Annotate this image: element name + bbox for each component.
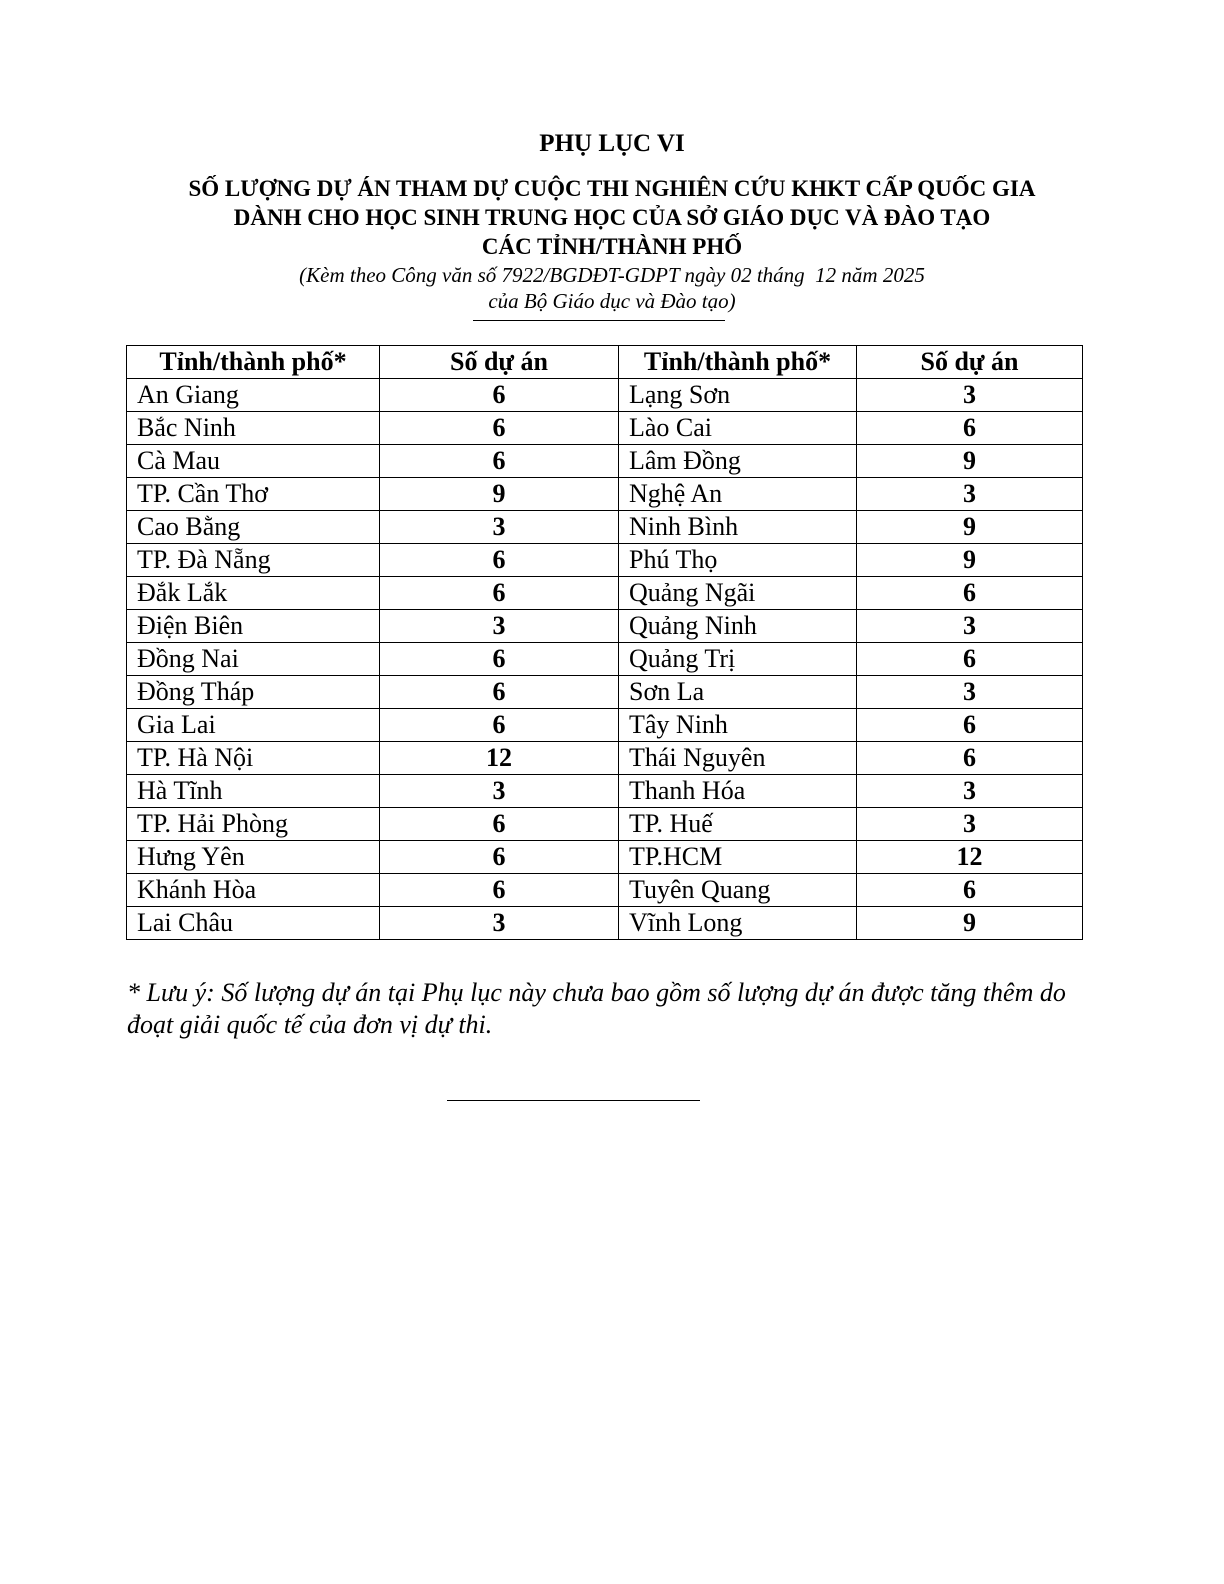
table-row: [127, 643, 1083, 676]
project-count-cell: 9: [380, 478, 619, 511]
project-count-cell: 6: [857, 643, 1083, 676]
table-row: [127, 676, 1083, 709]
table-row: [127, 445, 1083, 478]
project-count-cell: 6: [380, 544, 619, 577]
project-count-cell: 6: [857, 709, 1083, 742]
province-name-cell: Tuyên Quang: [619, 874, 857, 907]
column-header-count: Số dự án: [380, 346, 619, 379]
table-body: [127, 379, 1083, 940]
table-row: [127, 709, 1083, 742]
project-count-table: [126, 345, 1083, 940]
project-count-cell: 3: [857, 478, 1083, 511]
province-name-cell: Quảng Ninh: [619, 610, 857, 643]
project-count-cell: 6: [857, 874, 1083, 907]
project-count-cell: 6: [380, 577, 619, 610]
project-count-cell: 6: [380, 874, 619, 907]
province-name-cell: An Giang: [127, 379, 380, 412]
province-name-cell: Nghệ An: [619, 478, 857, 511]
project-count-cell: 6: [380, 379, 619, 412]
table-row: [127, 775, 1083, 808]
table-row: [127, 412, 1083, 445]
footnote: * Lưu ý: Số lượng dự án tại Phụ lục này chưa bao gồm số lượng dự án được tăng thêm do đoạt giải quốc tế của đơn vị dự thi.: [127, 978, 1066, 1039]
project-count-cell: 3: [380, 775, 619, 808]
province-name-cell: Điện Biên: [127, 610, 380, 643]
province-name-cell: Bắc Ninh: [127, 412, 380, 445]
project-count-cell: 3: [380, 610, 619, 643]
project-count-cell: 6: [380, 643, 619, 676]
table-row: [127, 907, 1083, 940]
province-name-cell: TP.HCM: [619, 841, 857, 874]
province-name-cell: TP. Cần Thơ: [127, 478, 380, 511]
project-count-cell: 12: [380, 742, 619, 775]
province-name-cell: Phú Thọ: [619, 544, 857, 577]
province-name-cell: Lạng Sơn: [619, 379, 857, 412]
project-count-cell: 12: [857, 841, 1083, 874]
reference-line: của Bộ Giáo dục và Đào tạo): [488, 289, 736, 313]
project-count-cell: 6: [857, 412, 1083, 445]
province-name-cell: TP. Hà Nội: [127, 742, 380, 775]
table-row: [127, 610, 1083, 643]
table-row: [127, 577, 1083, 610]
title-line: CÁC TỈNH/THÀNH PHỐ: [481, 234, 743, 259]
column-header-count: Số dự án: [857, 346, 1083, 379]
table-row: [127, 544, 1083, 577]
project-count-cell: 6: [380, 808, 619, 841]
table-row: [127, 511, 1083, 544]
province-name-cell: Lào Cai: [619, 412, 857, 445]
table-row: [127, 379, 1083, 412]
province-name-cell: Hà Tĩnh: [127, 775, 380, 808]
column-header-province: Tỉnh/thành phố*: [619, 346, 857, 379]
province-name-cell: Đồng Nai: [127, 643, 380, 676]
reference-line: (Kèm theo Công văn số 7922/BGDĐT-GDPT ngày 02 tháng 12 năm 2025: [299, 263, 925, 287]
project-count-cell: 6: [380, 709, 619, 742]
table-header-row: [127, 346, 1083, 379]
table-row: [127, 808, 1083, 841]
province-name-cell: Lai Châu: [127, 907, 380, 940]
province-name-cell: Khánh Hòa: [127, 874, 380, 907]
project-count-cell: 3: [857, 610, 1083, 643]
province-name-cell: TP. Đà Nẵng: [127, 544, 380, 577]
project-count-cell: 9: [857, 544, 1083, 577]
province-name-cell: Quảng Trị: [619, 643, 857, 676]
province-name-cell: Tây Ninh: [619, 709, 857, 742]
province-name-cell: Thái Nguyên: [619, 742, 857, 775]
province-name-cell: Thanh Hóa: [619, 775, 857, 808]
document-reference: [0, 262, 1224, 314]
title-line: DÀNH CHO HỌC SINH TRUNG HỌC CỦA SỞ GIÁO DỤC VÀ ĐÀO TẠO: [233, 205, 991, 230]
project-count-cell: 9: [857, 907, 1083, 940]
province-name-cell: Quảng Ngãi: [619, 577, 857, 610]
appendix-title: PHỤ LỤC VI: [539, 130, 685, 157]
project-count-cell: 9: [857, 445, 1083, 478]
table-row: [127, 742, 1083, 775]
project-count-cell: 9: [857, 511, 1083, 544]
province-name-cell: TP. Huế: [619, 808, 857, 841]
title-line: SỐ LƯỢNG DỰ ÁN THAM DỰ CUỘC THI NGHIÊN CỨU KHKT CẤP QUỐC GIA: [188, 176, 1036, 201]
province-name-cell: TP. Hải Phòng: [127, 808, 380, 841]
table-row: [127, 841, 1083, 874]
province-name-cell: Lâm Đồng: [619, 445, 857, 478]
province-name-cell: Gia Lai: [127, 709, 380, 742]
header-divider: [473, 320, 725, 321]
province-name-cell: Cao Bằng: [127, 511, 380, 544]
province-name-cell: Sơn La: [619, 676, 857, 709]
table-row: [127, 874, 1083, 907]
column-header-province: Tỉnh/thành phố*: [127, 346, 380, 379]
project-count-cell: 3: [857, 676, 1083, 709]
province-name-cell: Đắk Lắk: [127, 577, 380, 610]
province-name-cell: Vĩnh Long: [619, 907, 857, 940]
project-count-cell: 6: [857, 577, 1083, 610]
project-count-cell: 3: [380, 511, 619, 544]
project-count-cell: 6: [380, 841, 619, 874]
project-count-cell: 6: [380, 412, 619, 445]
province-name-cell: Hưng Yên: [127, 841, 380, 874]
footer-divider: [447, 1100, 700, 1101]
project-count-cell: 6: [380, 445, 619, 478]
document-title: [0, 174, 1224, 261]
project-count-cell: 6: [857, 742, 1083, 775]
project-count-cell: 6: [380, 676, 619, 709]
project-count-cell: 3: [380, 907, 619, 940]
project-count-cell: 3: [857, 775, 1083, 808]
project-count-cell: 3: [857, 808, 1083, 841]
province-name-cell: Ninh Bình: [619, 511, 857, 544]
table-row: [127, 478, 1083, 511]
province-name-cell: Cà Mau: [127, 445, 380, 478]
project-count-cell: 3: [857, 379, 1083, 412]
province-name-cell: Đồng Tháp: [127, 676, 380, 709]
